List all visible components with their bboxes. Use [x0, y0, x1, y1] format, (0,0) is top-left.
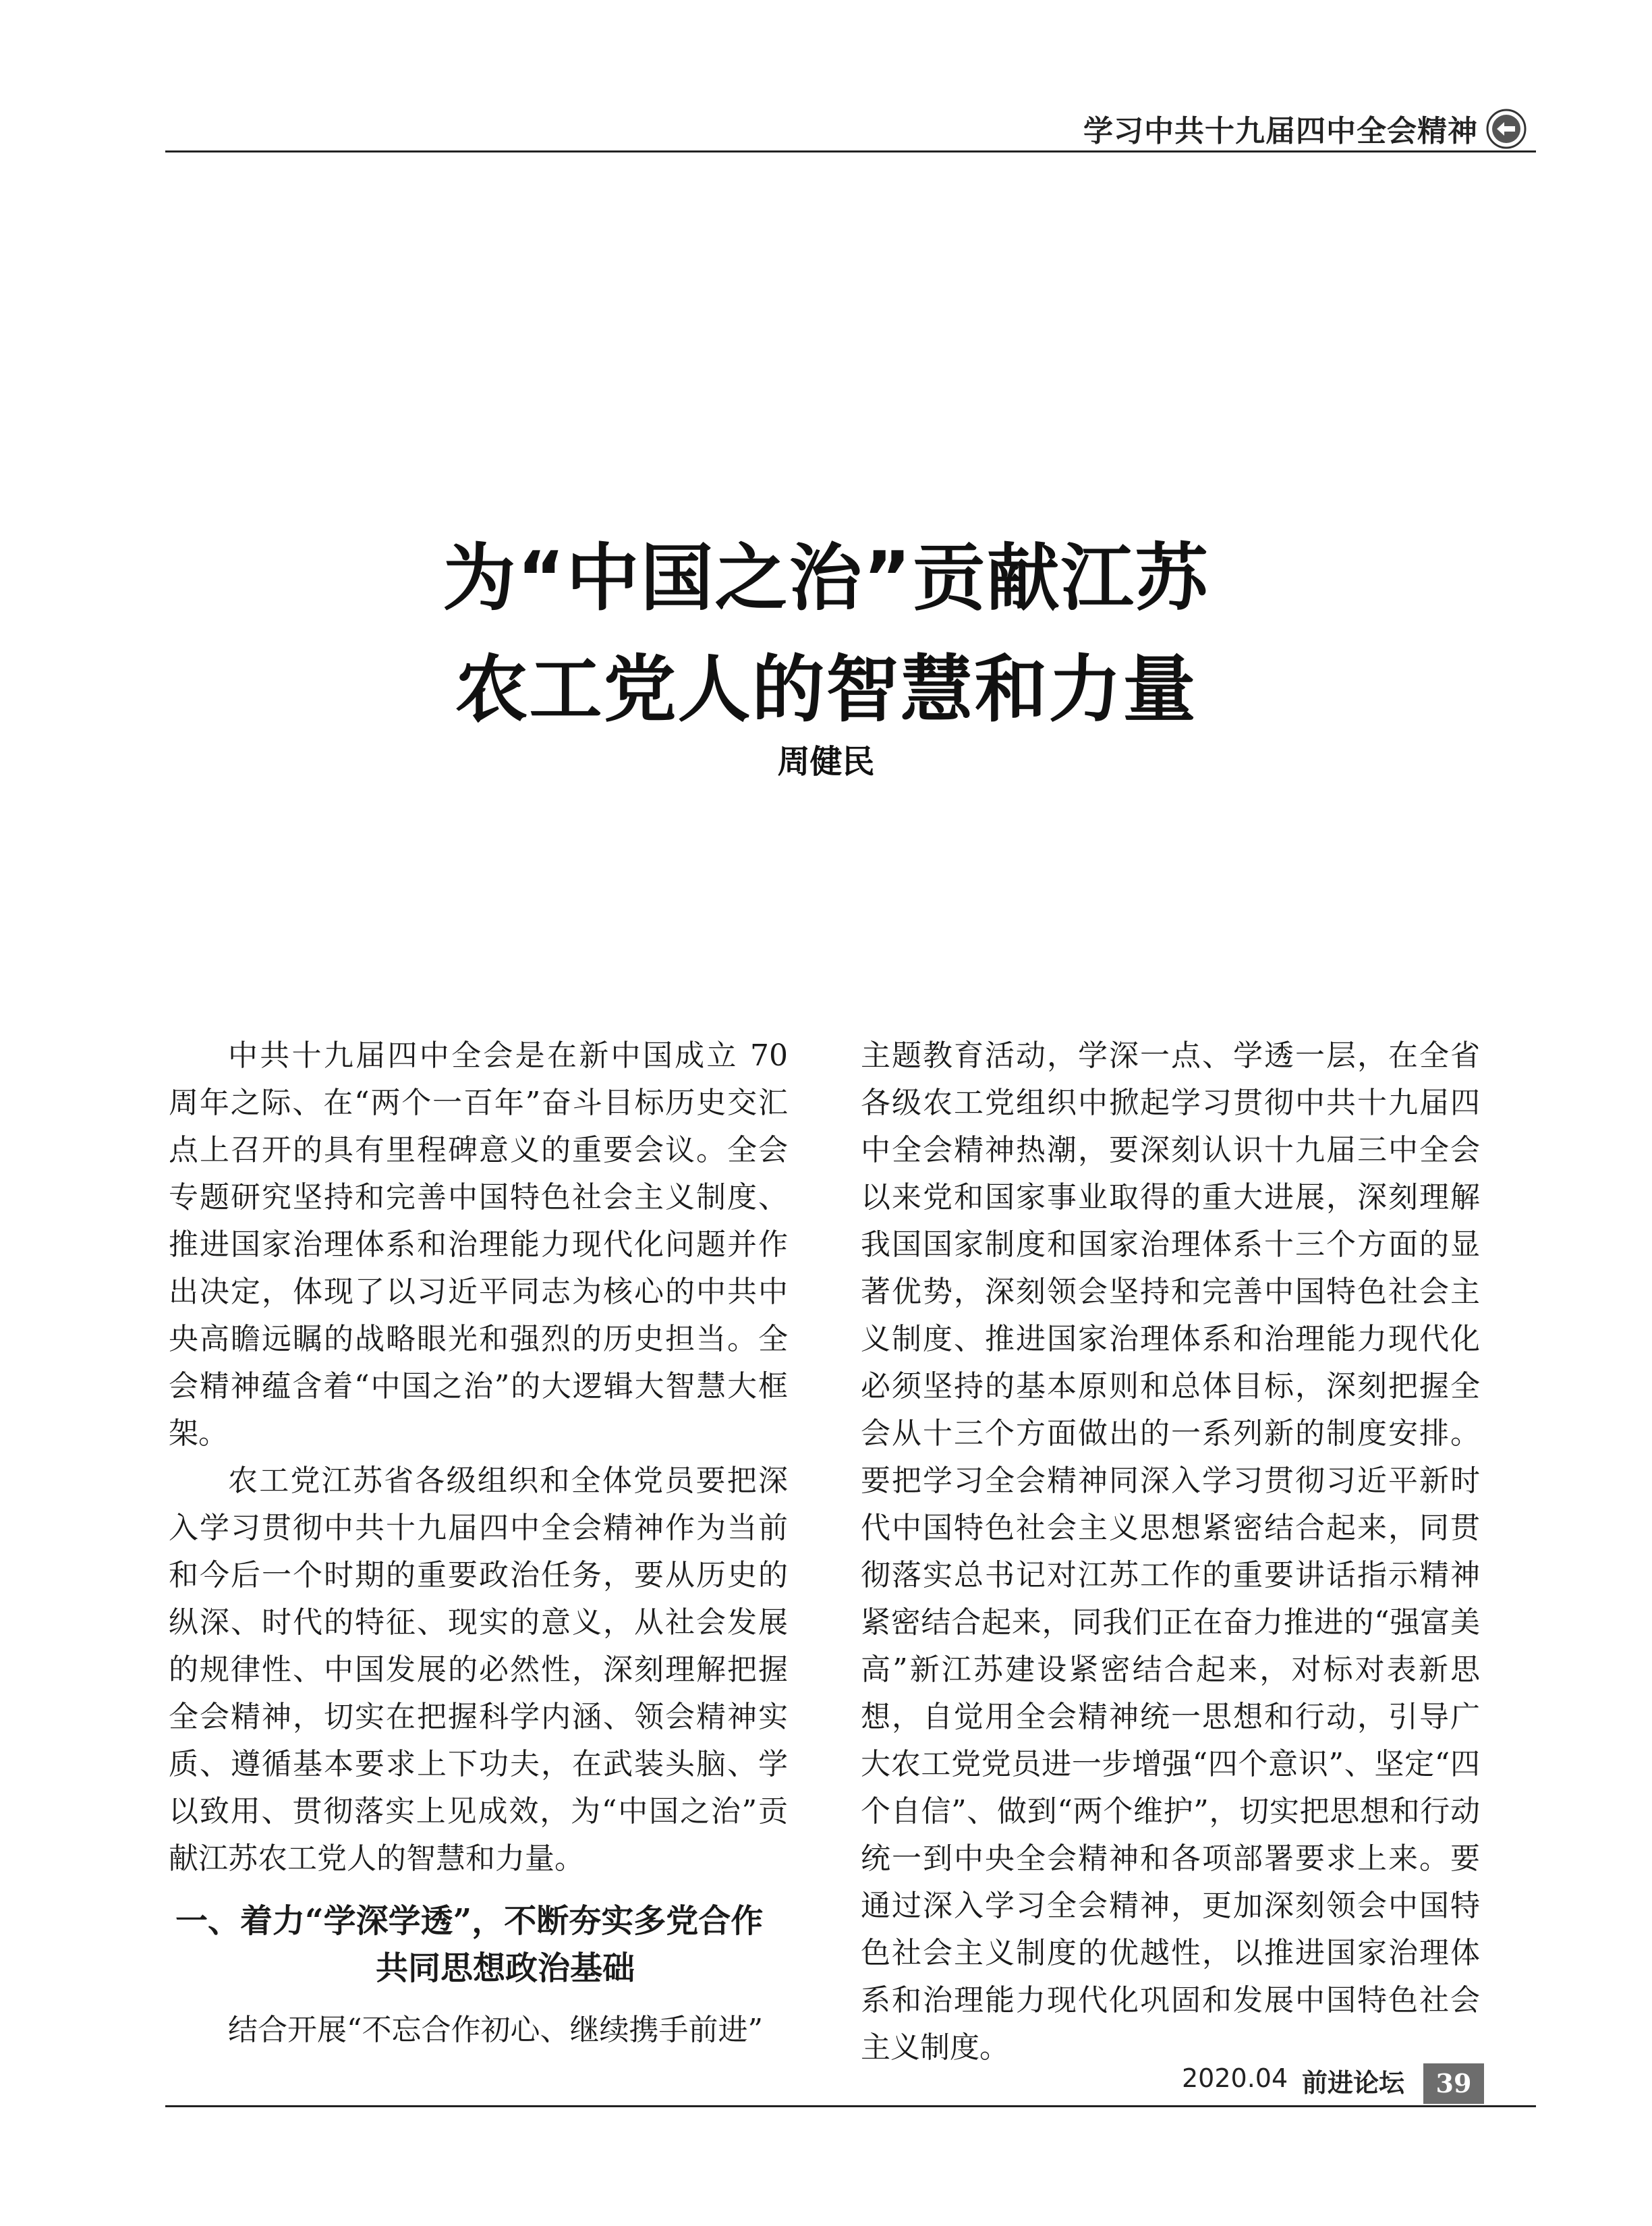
article-author: 周健民	[777, 743, 875, 781]
section-heading-1-line-1: 一、着力“学深学透”，不断夯实多党合作	[175, 1902, 764, 1940]
paragraph-tasks: 农工党江苏省各级组织和全体党员要把深入学习贯彻中共十九届四中全会精神作为当前和今后一个时期的重要政治任务，要从历史的纵深、时代的特征、现实的意义，从社会发展的规律性、中国发展的必然性，深刻理解把握全会精神，切实在把握科学内涵、领会精神实质、遵循基本要求上下功夫，在武装头脑、学以致用、贯彻落实上见成效，为“中国之治”贡献江苏农工党人的智慧和力量。	[169, 1464, 788, 1876]
running-header-title: 学习中共十九届四中全会精神	[1083, 114, 1478, 148]
footer-rule	[165, 2105, 1536, 2107]
paragraph-intro: 中共十九届四中全会是在新中国成立 70 周年之际、在“两个一百年”奋斗目标历史交汇点上召开的具有里程碑意义的重要会议。全会专题研究坚持和完善中国特色社会主义制度、推进国家治理体系和治理能力现代化问题并作出决定，体现了以习近平同志为核心的中共中央高瞻远瞩的战略眼光和强烈的历史担当。全会精神蕴含着“中国之治”的大逻辑大智慧大框架。	[169, 1038, 788, 1451]
article-title-line-1: 为“中国之治”贡献江苏	[443, 536, 1209, 621]
paragraph-section1-continued: 主题教育活动，学深一点、学透一层，在全省各级农工党组织中掀起学习贯彻中共十九届四中全会精神热潮，要深刻认识十九届三中全会以来党和国家事业取得的重大进展，深刻理解我国国家制度和国家治理体系十三个方面的显著优势，深刻领会坚持和完善中国特色社会主义制度、推进国家治理体系和治理能力现代化必须坚持的基本原则和总体目标，深刻把握全会从十三个方面做出的一系列新的制度安排。要把学习全会精神同深入学习贯彻习近平新时代中国特色社会主义思想紧密结合起来，同贯彻落实总书记对江苏工作的重要讲话指示精神紧密结合起来，同我们正在奋力推进的“强富美高”新江苏建设紧密结合起来，对标对表新思想，自觉用全会精神统一思想和行动，引导广大农工党党员进一步增强“四个意识”、坚定“四个自信”、做到“两个维护”，切实把思想和行动统一到中央全会精神和各项部署要求上来。要通过深入学习全会精神，更加深刻领会中国特色社会主义制度的优越性，以推进国家治理体系和治理能力现代化巩固和发展中国特色社会主义制度。	[861, 1038, 1480, 2065]
right-column	[861, 1032, 1480, 2071]
issue-date: 2020.04	[1182, 2063, 1288, 2093]
article-title-line-2: 农工党人的智慧和力量	[455, 648, 1197, 732]
section-heading-1-line-2: 共同思想政治基础	[375, 1949, 635, 1987]
page-number: 39	[1423, 2063, 1484, 2104]
circle-arrow-left-icon	[1485, 108, 1527, 150]
header-rule	[165, 150, 1536, 152]
left-column	[169, 1032, 788, 2054]
journal-name: 前进论坛	[1302, 2068, 1405, 2098]
section-heading-1	[169, 1897, 788, 1992]
paragraph-section1-start: 结合开展“不忘合作初心、继续携手前进”	[228, 2013, 763, 2047]
